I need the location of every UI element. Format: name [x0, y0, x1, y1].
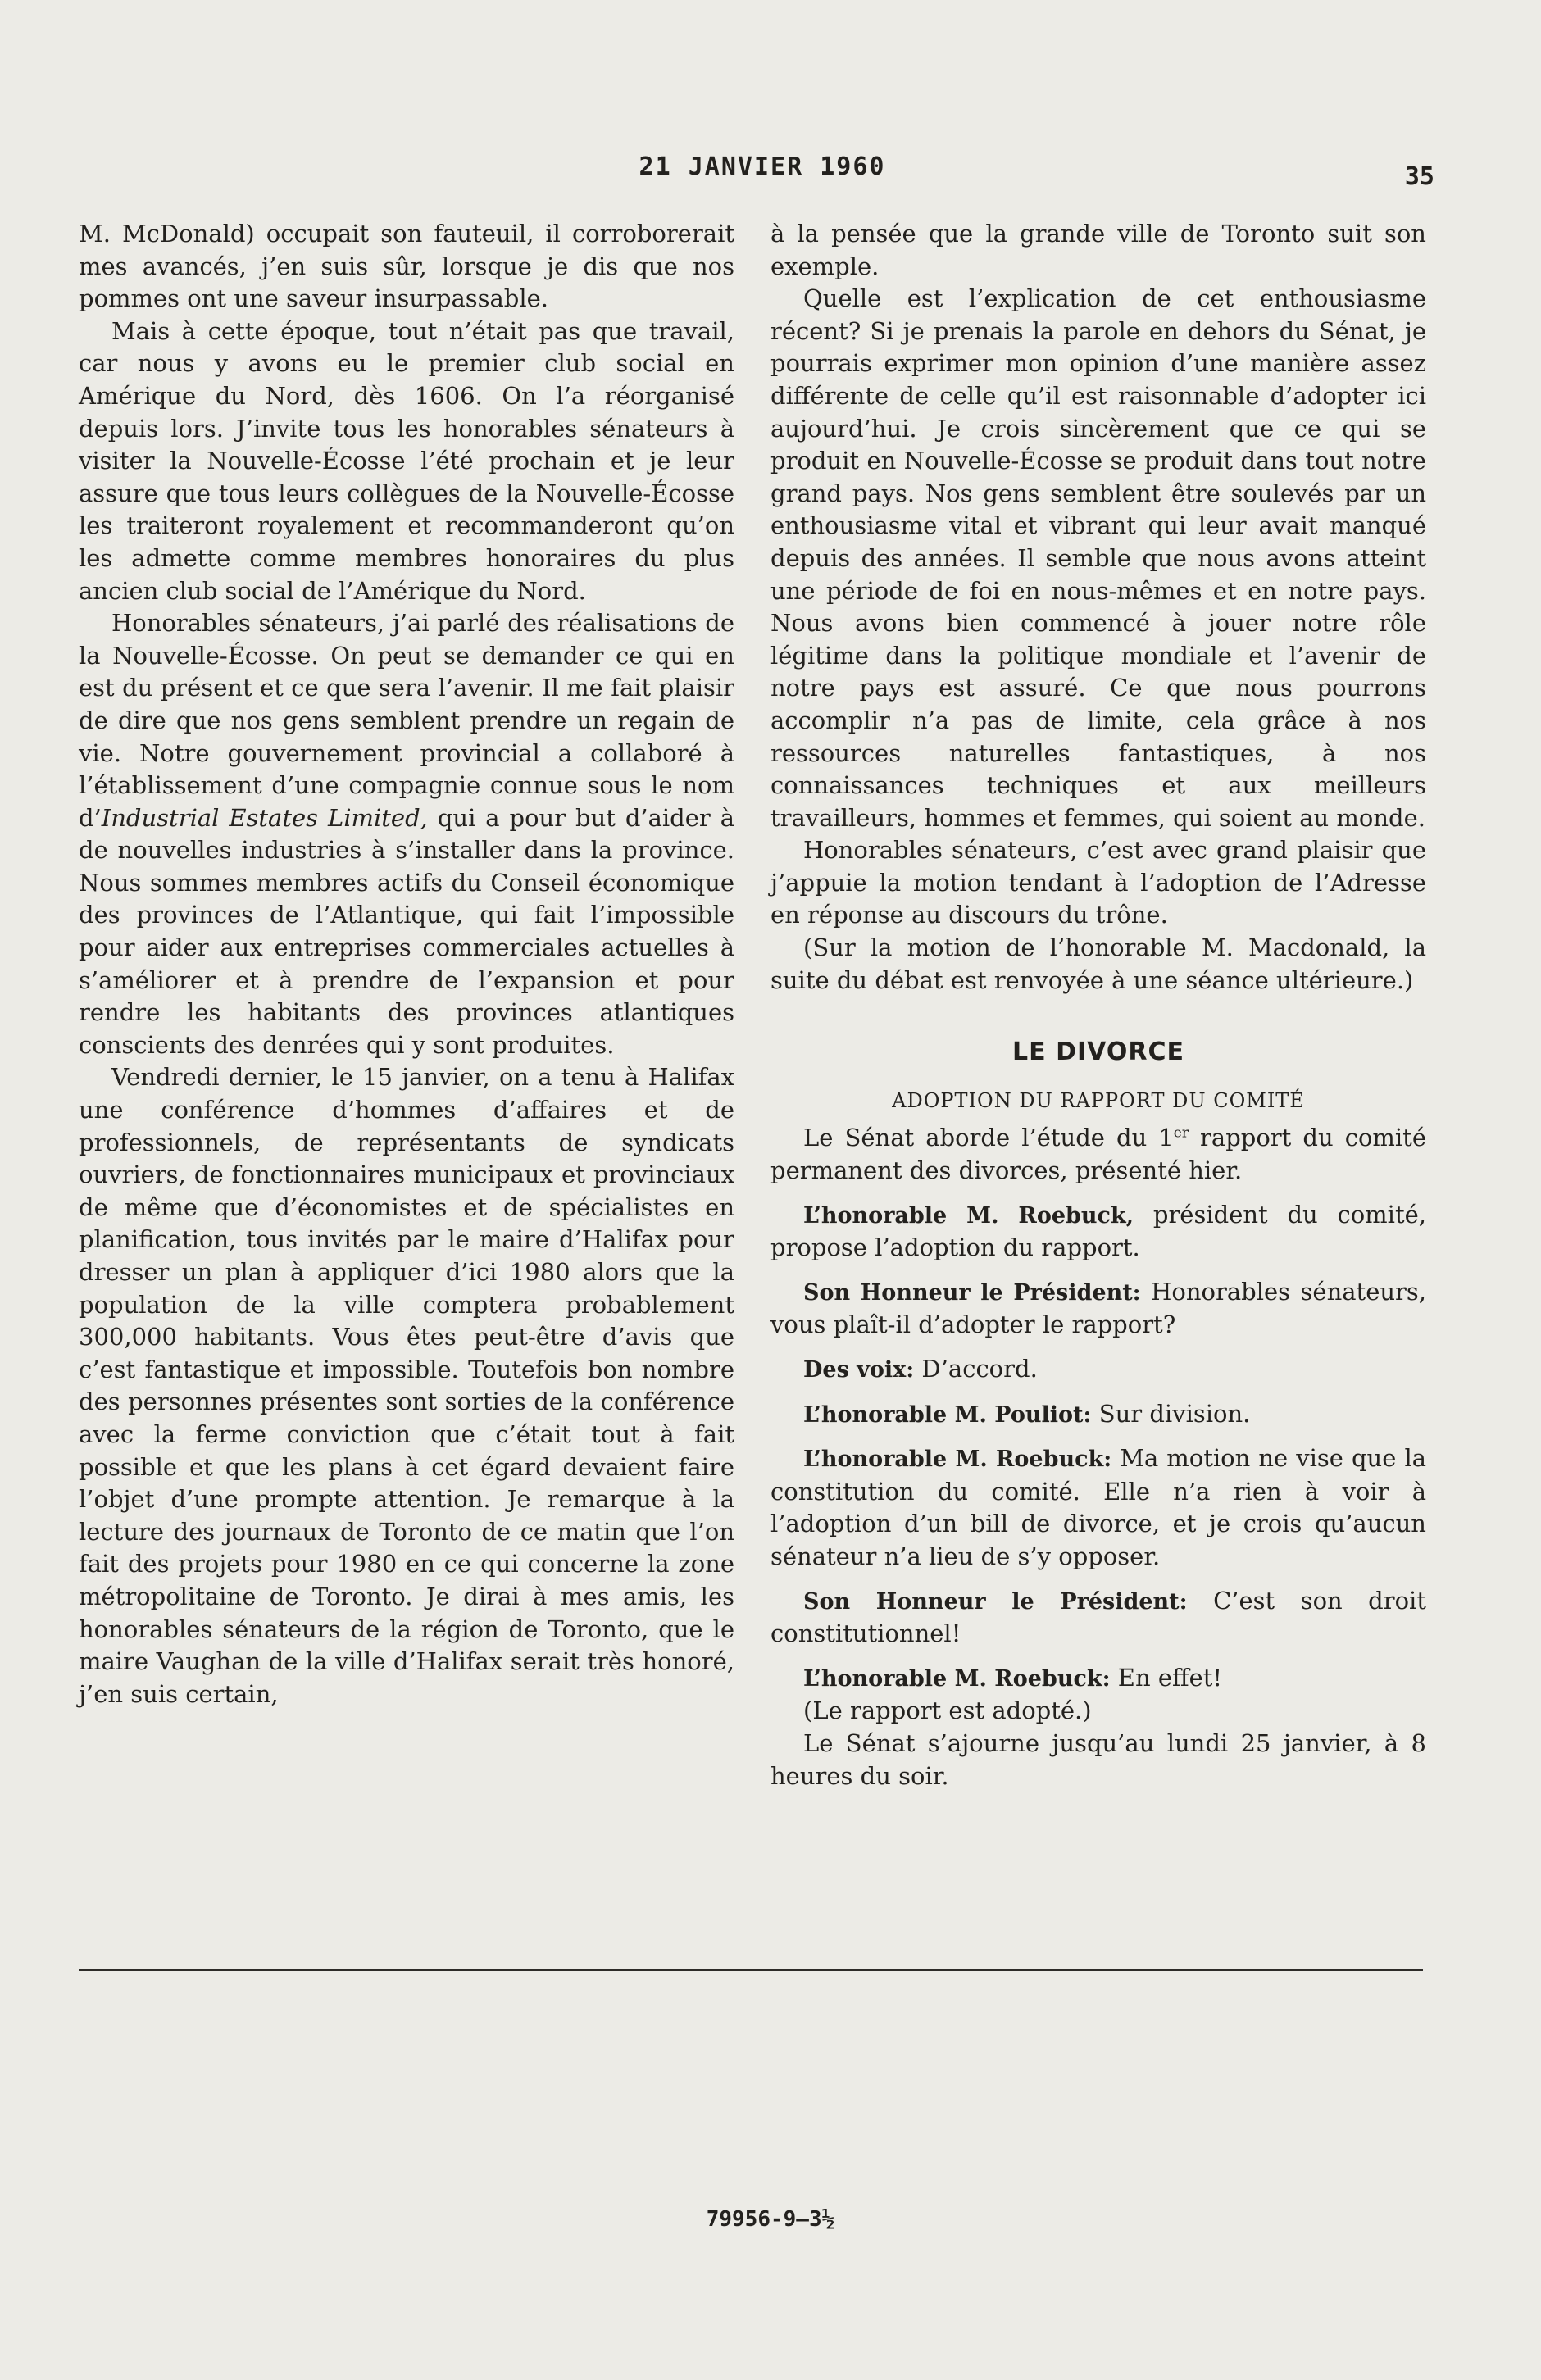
speaker-name: L’honorable M. Pouliot: [803, 1401, 1092, 1428]
speaker-name: L’honorable M. Roebuck: [803, 1665, 1111, 1692]
left-column [79, 218, 734, 1710]
paragraph: Le Sénat s’ajourne jusqu’au lundi 25 janvier, à 8 heures du soir. [770, 1728, 1426, 1790]
speech [770, 1276, 1426, 1342]
speech [770, 1199, 1426, 1265]
paragraph: (Le rapport est adopté.) [803, 1696, 1092, 1725]
speech-text: En effet! [1110, 1663, 1223, 1692]
paragraph-text: Honorables sénateurs, j’ai parlé des réalisations de la Nouvelle-Écosse. On peut se demander ce qui en est du présent et ce que sera l’avenir. Il me fait plaisir de dire que nos gens semblent prendre un regain de vie. Notre gouvernement provincial a collaboré à l’établissement d’une compagnie connue sous le nom d’ [79, 609, 734, 832]
section-subtitle: ADOPTION DU RAPPORT DU COMITÉ [892, 1088, 1305, 1112]
speech-text: Sur division. [1091, 1399, 1251, 1428]
speaker-name: Des voix: [803, 1357, 915, 1383]
speech-text: C’est son droit constitutionnel! [770, 1586, 1426, 1648]
speaker-name: Son Honneur le Président: [803, 1588, 1188, 1615]
right-column [770, 218, 1426, 1792]
page-number: 35 [1404, 162, 1434, 191]
page-date: 21 JANVIER 1960 [639, 152, 886, 181]
speech [770, 1398, 1426, 1432]
speech-text: D’accord. [914, 1355, 1038, 1383]
speech-text: Honorables sénateurs, vous plaît-il d’adopter le rapport? [770, 1277, 1426, 1339]
paragraph: Quelle est l’explication de cet enthousiasme récent? Si je prenais la parole en dehors du Sénat, je pourrais exprimer mon opinion d’une manière assez différente de celle qu’il est raisonnable d’adopter ici aujourd’hui. Je crois sincèrement que ce qui se produit en Nouvelle-Écosse se produit dans tout notre grand pays. Nos gens semblent être soulevés par un enthousiasme vital et vibrant qui leur avait manqué depuis des années. Il semble que nous avons atteint une période de foi en nous-mêmes et en notre pays. Nous avons bien commencé à jouer notre rôle légitime dans la politique mondiale et l’avenir de notre pays est assuré. Ce que nous pourrons accomplir n’a pas de limite, cela grâce à nos ressources naturelles fantastiques, à nos connaissances techniques et aux meilleurs travailleurs, hommes et femmes, qui soient au monde. [770, 284, 1426, 832]
speech [770, 1585, 1426, 1651]
paragraph: M. McDonald) occupait son fauteuil, il corroborerait mes avancés, j’en suis sûr, lorsque je dis que nos pommes ont une saveur insurpassable. [79, 220, 734, 313]
ordinal-superscript: er [1173, 1124, 1189, 1142]
speaker-name: L’honorable M. Roebuck, [803, 1202, 1134, 1229]
paragraph: à la pensée que la grande ville de Toronto suit son exemple. [770, 220, 1426, 280]
paragraph: Vendredi dernier, le 15 janvier, on a tenu à Halifax une conférence d’hommes d’affaires et de professionnels, de représentants de syndicats ouvriers, de fonctionnaires municipaux et provinciaux de même que d’économistes et de spécialistes en planification, tous invités par le maire d’Halifax pour dresser un plan à appliquer d’ici 1980 alors que la population de la ville comptera probablement 300,000 habitants. Vous êtes peut-être d’avis que c’est fantastique et impossible. Toutefois bon nombre des personnes présentes sont sorties de la conférence avec la ferme conviction que c’était tout à fait possible et que les plans à cet égard devaient faire l’objet d’une prompte attention. Je remarque à la lecture des journaux de Toronto de ce matin que l’on fait des projets pour 1980 en ce qui concerne la zone métropolitaine de Toronto. Je dirai à mes amis, les honorables sénateurs de la région de Toronto, que le maire Vaughan de la ville d’Halifax serait très honoré, j’en suis certain, [79, 1063, 734, 1708]
speaker-name: L’honorable M. Roebuck: [803, 1447, 1112, 1473]
paragraph-text: rapport du comité permanent des divorces, présenté hier. [770, 1124, 1426, 1185]
paragraph: (Sur la motion de l’honorable M. Macdonald, la suite du débat est renvoyée à une séance ultérieure.) [770, 933, 1426, 994]
paragraph: Honorables sénateurs, c’est avec grand plaisir que j’appuie la motion tendant à l’adoption de l’Adresse en réponse au discours du trône. [770, 836, 1426, 929]
speech [770, 1442, 1426, 1573]
paragraph: Mais à cette époque, tout n’était pas que travail, car nous y avons eu le premier club social en Amérique du Nord, dès 1606. On l’a réorganisé depuis lors. J’invite tous les honorables sénateurs à visiter la Nouvelle-Écosse l’été prochain et je leur assure que tous leurs collègues de la Nouvelle-Écosse les traiteront royalement et recommanderont qu’on les admette comme membres honoraires du plus ancien club social de l’Amérique du Nord. [79, 316, 734, 605]
print-code: 79956-9—3½ [706, 2207, 835, 2232]
section-title: LE DIVORCE [1012, 1038, 1184, 1067]
paragraph [79, 607, 734, 1061]
bottom-rule [79, 1969, 1423, 1971]
paragraph-text: qui a pour but d’aider à de nouvelles industries à s’installer dans la province. Nous sommes membres actifs du Conseil économique des provinces de l’Atlantique, qui fait l’impossible pour aider aux entreprises commerciales actuelles à s’améliorer et à prendre de l’expansion et pour rendre les habitants des provinces atlantiques conscients des denrées qui y sont produites. [79, 803, 734, 1059]
paragraph [770, 1122, 1426, 1187]
speech-text: Ma motion ne vise que la constitution du comité. Elle n’a rien à voir à l’adoption d’un bill de divorce, et je crois qu’aucun sénateur n’a lieu de s’y opposer. [770, 1444, 1427, 1570]
speech-text: président du comité, propose l’adoption du rapport. [770, 1200, 1426, 1262]
company-name: Industrial Estates Limited, [101, 803, 428, 832]
speech [770, 1353, 1426, 1387]
page-header [74, 152, 1451, 191]
paragraph-text: Le Sénat aborde l’étude du 1 [803, 1124, 1174, 1152]
speech [770, 1662, 1426, 1696]
speaker-name: Son Honneur le Président: [803, 1279, 1141, 1306]
